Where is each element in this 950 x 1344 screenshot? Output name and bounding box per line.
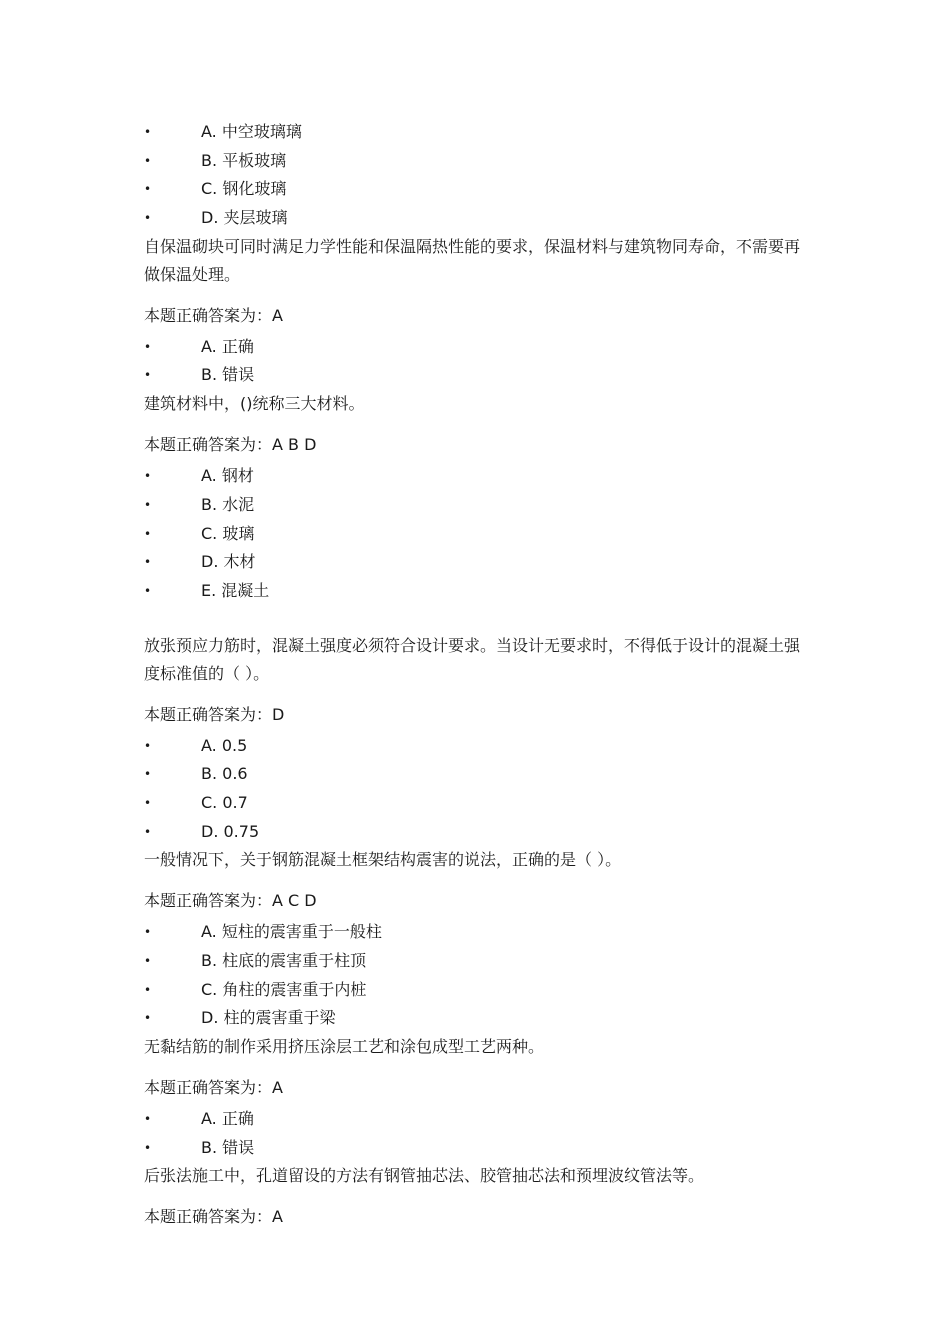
option-item [144, 976, 804, 1005]
question-text: 自保温砌块可同时满足力学性能和保温隔热性能的要求，保温材料与建筑物同寿命，不需要再做保温处理。 [144, 236, 801, 284]
bullet-icon: • [144, 182, 152, 197]
bullet-icon: • [144, 469, 152, 484]
correct-answer: 本题正确答案为：A B D [144, 435, 317, 455]
option-label: A. 中空玻璃璃 [201, 122, 302, 141]
bullet-icon: • [144, 1112, 152, 1127]
option-label: C. 玻璃 [201, 523, 255, 543]
option-label: D. 木材 [201, 552, 256, 572]
option-item [144, 361, 804, 390]
correct-answer: 本题正确答案为：A C D [144, 891, 317, 911]
option-item [144, 1004, 804, 1033]
option-label: A. 正确 [201, 1109, 254, 1129]
option-label: D. 夹层玻璃 [201, 208, 288, 228]
bullet-icon: • [144, 339, 152, 354]
question-block [144, 233, 804, 390]
option-item [144, 789, 804, 818]
bullet-icon: • [144, 368, 152, 383]
question-text: 建筑材料中，()统称三大材料。 [144, 394, 365, 414]
question-text: 无黏结筋的制作采用挤压涂层工艺和涂包成型工艺两种。 [144, 1037, 545, 1057]
bullet-icon: • [144, 211, 152, 226]
option-item [144, 818, 804, 847]
option-item [144, 147, 804, 176]
option-item [144, 118, 804, 147]
option-item [144, 947, 804, 976]
bullet-icon: • [144, 767, 152, 782]
bullet-icon: • [144, 982, 152, 997]
block-spacer [144, 606, 804, 632]
option-item [144, 491, 804, 520]
question-block [144, 1162, 804, 1231]
question-text: 后张法施工中，孔道留设的方法有钢管抽芯法、胶管抽芯法和预埋波纹管法等。 [144, 1166, 705, 1186]
question-block [144, 390, 804, 605]
correct-answer: 本题正确答案为：A [144, 1207, 283, 1227]
option-item [144, 520, 804, 549]
option-item [144, 204, 804, 233]
question-block [144, 606, 804, 847]
option-item [144, 732, 804, 761]
option-item [144, 918, 804, 947]
option-item [144, 548, 804, 577]
correct-answer: 本题正确答案为：A [144, 1078, 283, 1098]
question-block [144, 118, 804, 233]
option-label: E. 混凝土 [201, 580, 270, 600]
option-item [144, 577, 804, 606]
option-label: B. 错误 [201, 365, 255, 385]
option-item [144, 1105, 804, 1134]
option-label: B. 水泥 [201, 494, 255, 514]
option-label: C. 钢化玻璃 [201, 179, 287, 199]
option-label: B. 平板玻璃 [201, 150, 287, 170]
question-text: 一般情况下，关于钢筋混凝土框架结构震害的说法，正确的是（ ）。 [144, 850, 622, 870]
option-label: C. 0.7 [201, 792, 248, 812]
option-label: C. 角柱的震害重于内桩 [201, 979, 367, 999]
option-label: D. 柱的震害重于梁 [201, 1008, 336, 1028]
option-label: A. 短柱的震害重于一般柱 [201, 922, 382, 942]
bullet-icon: • [144, 824, 152, 839]
bullet-icon: • [144, 738, 152, 753]
question-block [144, 1033, 804, 1162]
option-item [144, 462, 804, 491]
option-label: B. 错误 [201, 1137, 255, 1157]
option-item [144, 760, 804, 789]
bullet-icon: • [144, 526, 152, 541]
bullet-icon: • [144, 125, 152, 139]
bullet-icon: • [144, 795, 152, 810]
option-label: B. 0.6 [201, 764, 248, 784]
bullet-icon: • [144, 925, 152, 940]
question-block [144, 846, 804, 1033]
bullet-icon: • [144, 954, 152, 968]
question-text: 放张预应力筋时，混凝土强度必须符合设计要求。当设计无要求时，不得低于设计的混凝土强度标准值的（ ）。 [144, 635, 801, 683]
option-item [144, 175, 804, 204]
bullet-icon: • [144, 153, 152, 168]
option-item [144, 333, 804, 362]
document-body [144, 118, 804, 1234]
bullet-icon: • [144, 1140, 152, 1155]
option-item [144, 1134, 804, 1163]
option-label: A. 钢材 [201, 466, 254, 486]
bullet-icon: • [144, 1011, 152, 1026]
option-label: B. 柱底的震害重于柱顶 [201, 951, 367, 970]
correct-answer: 本题正确答案为：A [144, 305, 283, 325]
option-label: A. 正确 [201, 336, 254, 356]
bullet-icon: • [144, 583, 152, 598]
bullet-icon: • [144, 555, 152, 570]
correct-answer: 本题正确答案为：D [144, 704, 285, 724]
option-label: A. 0.5 [201, 735, 248, 755]
option-label: D. 0.75 [201, 821, 260, 841]
bullet-icon: • [144, 497, 152, 512]
